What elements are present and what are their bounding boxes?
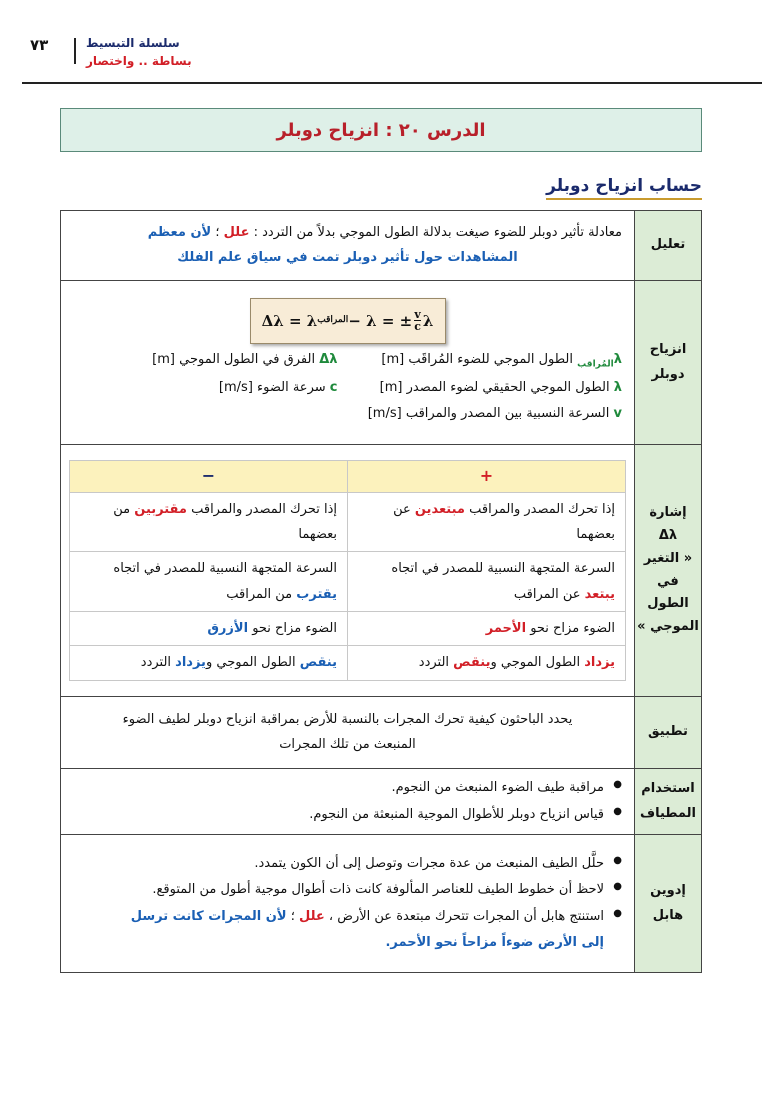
plus-cell-velocity: السرعة المتجهة النسبية للمصدر في اتجاه يبتعد عن المراقب xyxy=(348,552,626,612)
doppler-variables xyxy=(73,348,622,427)
lesson-title: الدرس ٢٠ : انزياح دوبلر xyxy=(276,119,486,141)
plus-cell-wavelength: يزداد الطول الموجي وينقص التردد xyxy=(348,646,626,680)
var-item: Δλ الفرق في الطول الموجي [m] xyxy=(152,351,338,367)
minus-header: − xyxy=(70,461,348,492)
velocity-fraction: $\frac{v}{c}$ xyxy=(414,308,421,334)
taalil-reason: لأن معظم xyxy=(147,224,212,240)
row-application xyxy=(61,697,702,769)
spectrum-content xyxy=(61,769,635,835)
series-name: سلسلة التبسيط xyxy=(86,36,180,50)
page-number: ٧٣ xyxy=(30,36,49,54)
application-content xyxy=(61,697,635,769)
row-sign xyxy=(61,445,702,697)
illal-label: علل xyxy=(223,224,250,240)
lesson-table xyxy=(60,210,702,973)
row-label-hubble: إدوين هابل xyxy=(635,835,702,973)
var-item: v السرعة النسبية بين المصدر والمراقب [m/s] xyxy=(367,406,622,422)
doppler-label-1: انزياح xyxy=(649,341,687,357)
application-line-2: المنبعث من تلك المجرات xyxy=(279,736,416,752)
plus-cell-shift: الضوء مزاح نحو الأحمر xyxy=(348,612,626,646)
taalil-sep: ؛ xyxy=(215,224,220,240)
series-slogan: بساطة .. واختصار xyxy=(86,54,192,68)
minus-cell-shift: الضوء مزاح نحو الأزرق xyxy=(70,612,348,646)
list-item: ● مراقبة طيف الضوء المنبعث من النجوم. xyxy=(73,775,604,802)
header-divider xyxy=(74,38,76,64)
taalil-content xyxy=(61,211,635,281)
var-item: c سرعة الضوء [m/s] xyxy=(218,379,338,395)
sign-content xyxy=(61,445,635,697)
taalil-text: معادلة تأثير دوبلر للضوء صيغت بدلالة الطول الموجي بدلاً من التردد : xyxy=(253,224,622,240)
list-item: ● قياس انزياح دوبلر للأطوال الموجية المنبعثة من النجوم. xyxy=(73,802,604,829)
minus-cell-velocity: السرعة المتجهة النسبية للمصدر في اتجاه يقترب من المراقب xyxy=(70,552,348,612)
hubble-list xyxy=(73,851,622,958)
taalil-reason-line2: المشاهدات حول تأثير دوبلر تمت في سياق علم الفلك xyxy=(177,249,518,265)
list-item: ● لاحظ أن خطوط الطيف للعناصر المألوفة كانت ذات أطوال موجية أطول من المتوقع. xyxy=(73,877,604,904)
header-rule xyxy=(22,82,762,84)
row-label-application: تطبيق xyxy=(635,697,702,769)
row-label-spectrum: استخدام المطياف xyxy=(635,769,702,835)
plus-cell-motion: إذا تحرك المصدر والمراقب مبتعدين عن بعضهما xyxy=(348,492,626,552)
section-heading: حساب انزياح دوبلر xyxy=(546,176,702,200)
row-label-sign: إشارة Δλ « التغير في الطول الموجي » xyxy=(635,445,702,697)
application-line-1: يحدد الباحثون كيفية تحرك المجرات بالنسبة للأرض بمراقبة انزياح دوبلر لطيف الضوء xyxy=(122,711,573,727)
lesson-title-box xyxy=(60,108,702,152)
var-item: λ الطول الموجي الحقيقي لضوء المصدر [m] xyxy=(379,379,622,395)
sign-table xyxy=(69,460,626,680)
row-label-taalil: تعليل xyxy=(635,211,702,281)
minus-cell-motion: إذا تحرك المصدر والمراقب مقتربين من بعضهما xyxy=(70,492,348,552)
page-header xyxy=(22,30,762,86)
row-taalil xyxy=(61,211,702,281)
minus-cell-wavelength: ينقص الطول الموجي ويزداد التردد xyxy=(70,646,348,680)
doppler-label-2: دوبلر xyxy=(651,366,685,382)
row-spectrum xyxy=(61,769,702,835)
spectrum-list xyxy=(73,775,622,828)
list-item: ● استنتج هابل أن المجرات تتحرك مبتعدة عن الأرض ، علل ؛ لأن المجرات كانت ترسل إلى الأرض ضوءاً مزاحاً نحو الأحمر. xyxy=(73,904,604,957)
plus-header: + xyxy=(348,461,626,492)
row-doppler xyxy=(61,281,702,445)
hubble-content xyxy=(61,835,635,973)
doppler-content xyxy=(61,281,635,445)
row-hubble xyxy=(61,835,702,973)
doppler-formula: Δλ = λ المراقب − λ = ± $\frac{v}{c}$ λ xyxy=(250,298,446,344)
list-item: ● حلَّل الطيف المنبعث من عدة مجرات وتوصل إلى أن الكون يتمدد. xyxy=(73,851,604,878)
row-label-doppler xyxy=(635,281,702,445)
var-item: $\lambda_{المُراقب}$ الطول الموجي للضوء المُراقَب [m] xyxy=(381,351,622,370)
